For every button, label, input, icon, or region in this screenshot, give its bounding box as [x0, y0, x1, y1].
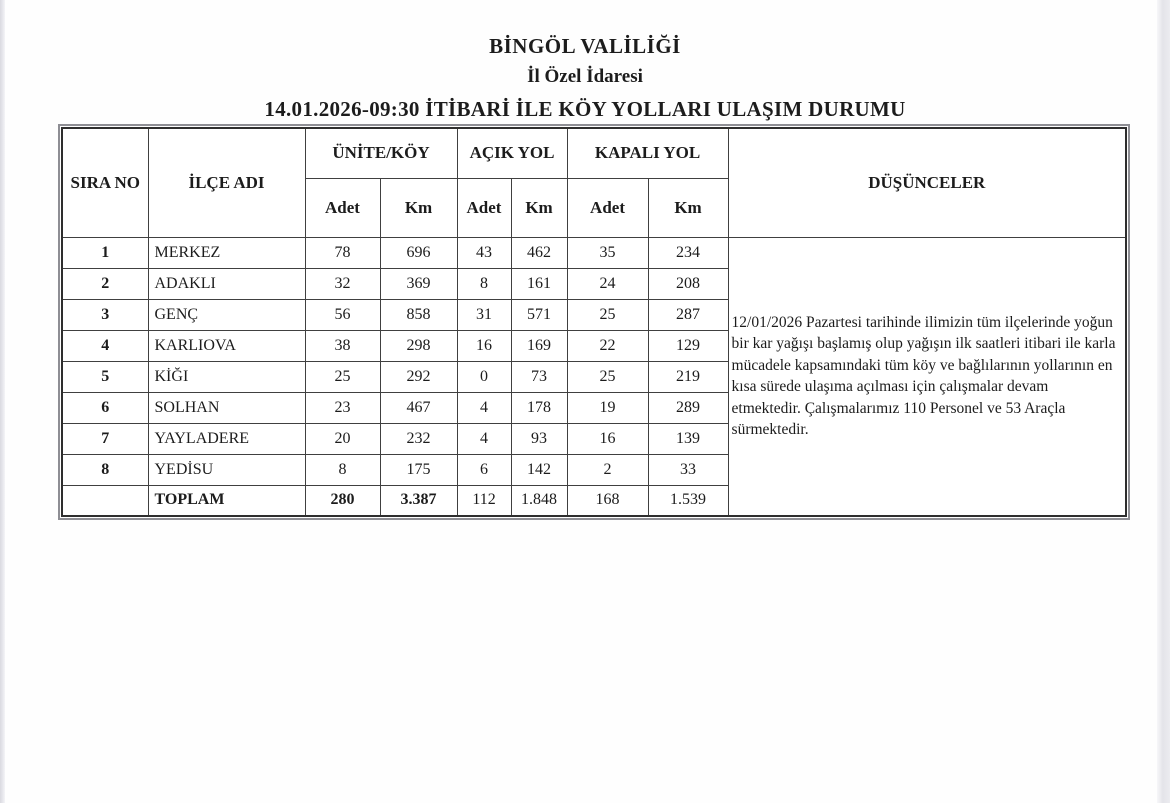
cell-total-acik-adet: 112: [457, 485, 511, 516]
cell-acik-km: 178: [511, 392, 567, 423]
road-status-table: [61, 127, 1127, 517]
col-group-kapali-yol: KAPALI YOL: [567, 128, 728, 178]
col-header-unite-adet: Adet: [305, 178, 380, 237]
cell-unite-km: 369: [380, 268, 457, 299]
cell-sira: 7: [62, 423, 148, 454]
cell-total-unite-km: 3.387: [380, 485, 457, 516]
col-header-sira-no: SIRA NO: [62, 128, 148, 237]
cell-unite-adet: 23: [305, 392, 380, 423]
cell-sira: 5: [62, 361, 148, 392]
cell-sira: 3: [62, 299, 148, 330]
cell-unite-adet: 56: [305, 299, 380, 330]
col-header-kapali-adet: Adet: [567, 178, 648, 237]
col-header-dusunceler: DÜŞÜNCELER: [728, 128, 1126, 237]
cell-acik-km: 142: [511, 454, 567, 485]
cell-kapali-km: 33: [648, 454, 728, 485]
cell-ilce: GENÇ: [148, 299, 305, 330]
remarks-paragraph: 12/01/2026 Pazartesi tarihinde ilimizin tüm ilçelerinde yoğun bir kar yağışı başlamış olup yağışın ilk saatleri itibari ile karla mücadele kapsamındaki tüm köy ve bağlılarının yollarının en kısa sürede ulaşıma açılması için çalışmalar devam etmektedir. Çalışmalarımız 110 Personel ve 53 Araçla sürmektedir.: [731, 313, 1116, 439]
cell-ilce: ADAKLI: [148, 268, 305, 299]
cell-acik-km: 571: [511, 299, 567, 330]
col-header-acik-km: Km: [511, 178, 567, 237]
cell-total-kapali-adet: 168: [567, 485, 648, 516]
cell-acik-km: 161: [511, 268, 567, 299]
table-row-merkez: [62, 237, 1126, 268]
report-title: 14.01.2026-09:30 İTİBARİ İLE KÖY YOLLARI ULAŞIM DURUMU: [264, 97, 906, 121]
cell-kapali-adet: 22: [567, 330, 648, 361]
cell-sira: 2: [62, 268, 148, 299]
cell-ilce: YAYLADERE: [148, 423, 305, 454]
cell-acik-adet: 6: [457, 454, 511, 485]
cell-unite-adet: 32: [305, 268, 380, 299]
cell-kapali-km: 139: [648, 423, 728, 454]
cell-kapali-km: 129: [648, 330, 728, 361]
cell-kapali-adet: 19: [567, 392, 648, 423]
col-header-kapali-km: Km: [648, 178, 728, 237]
cell-acik-adet: 4: [457, 392, 511, 423]
cell-acik-adet: 4: [457, 423, 511, 454]
cell-unite-km: 858: [380, 299, 457, 330]
cell-total-label: TOPLAM: [148, 485, 305, 516]
cell-acik-adet: 31: [457, 299, 511, 330]
org-title: BİNGÖL VALİLİĞİ: [489, 34, 681, 58]
cell-ilce: KARLIOVA: [148, 330, 305, 361]
cell-total-kapali-km: 1.539: [648, 485, 728, 516]
cell-acik-km: 169: [511, 330, 567, 361]
cell-ilce: SOLHAN: [148, 392, 305, 423]
cell-unite-adet: 8: [305, 454, 380, 485]
remarks-cell: [728, 237, 1126, 516]
col-header-unite-km: Km: [380, 178, 457, 237]
cell-acik-adet: 16: [457, 330, 511, 361]
cell-kapali-km: 234: [648, 237, 728, 268]
document-header: [0, 0, 1170, 122]
cell-unite-km: 175: [380, 454, 457, 485]
cell-sira: 4: [62, 330, 148, 361]
cell-unite-km: 696: [380, 237, 457, 268]
cell-unite-adet: 20: [305, 423, 380, 454]
cell-unite-adet: 38: [305, 330, 380, 361]
org-subtitle: İl Özel İdaresi: [527, 66, 643, 87]
cell-total-acik-km: 1.848: [511, 485, 567, 516]
cell-unite-km: 467: [380, 392, 457, 423]
cell-sira: 1: [62, 237, 148, 268]
header-group-row: [62, 128, 1126, 178]
cell-kapali-km: 219: [648, 361, 728, 392]
road-status-table-wrapper: [58, 124, 1130, 520]
cell-kapali-km: 287: [648, 299, 728, 330]
col-header-ilce-adi: İLÇE ADI: [148, 128, 305, 237]
cell-acik-km: 73: [511, 361, 567, 392]
cell-kapali-adet: 25: [567, 299, 648, 330]
cell-kapali-km: 289: [648, 392, 728, 423]
cell-ilce: YEDİSU: [148, 454, 305, 485]
cell-kapali-km: 208: [648, 268, 728, 299]
cell-unite-km: 232: [380, 423, 457, 454]
cell-kapali-adet: 25: [567, 361, 648, 392]
cell-unite-adet: 78: [305, 237, 380, 268]
cell-ilce: MERKEZ: [148, 237, 305, 268]
cell-sira: 6: [62, 392, 148, 423]
cell-acik-adet: 43: [457, 237, 511, 268]
col-group-unite-koy: ÜNİTE/KÖY: [305, 128, 457, 178]
col-group-acik-yol: AÇIK YOL: [457, 128, 567, 178]
cell-sira-empty: [62, 485, 148, 516]
page-right-scan-edge: [1157, 0, 1170, 803]
cell-ilce: KİĞI: [148, 361, 305, 392]
cell-acik-adet: 8: [457, 268, 511, 299]
cell-unite-km: 292: [380, 361, 457, 392]
cell-kapali-adet: 35: [567, 237, 648, 268]
cell-unite-km: 298: [380, 330, 457, 361]
cell-unite-adet: 25: [305, 361, 380, 392]
cell-acik-km: 93: [511, 423, 567, 454]
cell-kapali-adet: 24: [567, 268, 648, 299]
cell-sira: 8: [62, 454, 148, 485]
col-header-acik-adet: Adet: [457, 178, 511, 237]
cell-total-unite-adet: 280: [305, 485, 380, 516]
page-left-scan-edge: [0, 0, 5, 803]
cell-kapali-adet: 16: [567, 423, 648, 454]
cell-kapali-adet: 2: [567, 454, 648, 485]
cell-acik-adet: 0: [457, 361, 511, 392]
cell-acik-km: 462: [511, 237, 567, 268]
